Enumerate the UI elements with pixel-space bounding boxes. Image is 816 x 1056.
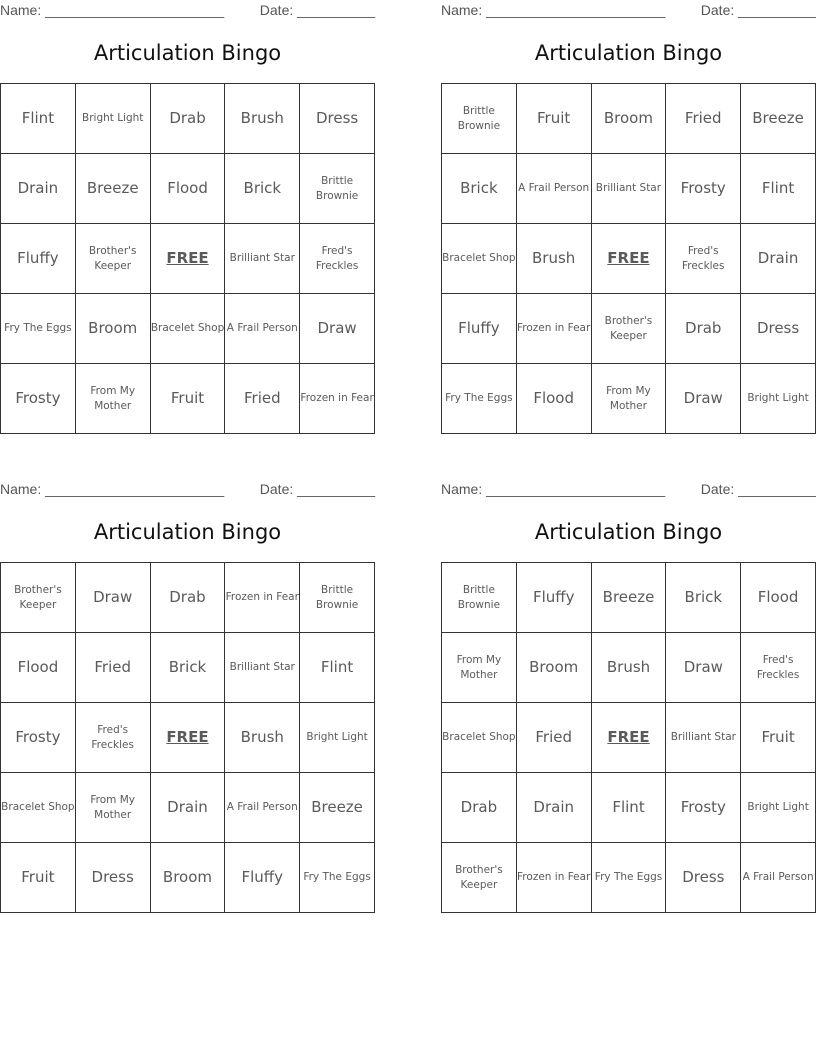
bingo-cell: Breeze — [591, 563, 666, 633]
bingo-cell: Fried — [666, 84, 741, 154]
bingo-cell: Flood — [741, 563, 816, 633]
grid-row — [442, 224, 816, 294]
bingo-cell: Brilliant Star — [225, 224, 300, 294]
bingo-cell: Breeze — [75, 154, 150, 224]
bingo-cell: Flood — [150, 154, 225, 224]
bingo-cell: Fry The Eggs — [442, 364, 517, 434]
grid-row — [442, 563, 816, 633]
grid-row — [1, 633, 375, 703]
bingo-cell: Flint — [300, 633, 375, 703]
bingo-cell: Fluffy — [442, 294, 517, 364]
bingo-cell: Flint — [1, 84, 76, 154]
bingo-cell: Frozen in Fear — [516, 843, 591, 913]
bingo-grid — [0, 83, 375, 434]
free-space-cell: FREE — [150, 703, 225, 773]
grid-row — [1, 563, 375, 633]
bingo-cell: Frozen in Fear — [516, 294, 591, 364]
bingo-cell: Fried — [225, 364, 300, 434]
free-space-cell: FREE — [591, 703, 666, 773]
bingo-cell: Broom — [75, 294, 150, 364]
bingo-cell: A Frail Person — [225, 773, 300, 843]
bingo-cell: Draw — [75, 563, 150, 633]
bingo-cell: Brilliant Star — [666, 703, 741, 773]
bingo-cell: Drab — [666, 294, 741, 364]
bingo-cell: Broom — [516, 633, 591, 703]
bingo-cell: Brilliant Star — [225, 633, 300, 703]
bingo-cell: Flint — [741, 154, 816, 224]
bingo-cell: Brick — [666, 563, 741, 633]
bingo-cell: Fred's Freckles — [741, 633, 816, 703]
bingo-cell: From My Mother — [75, 773, 150, 843]
bingo-cell: Fruit — [150, 364, 225, 434]
grid-row — [442, 154, 816, 224]
bingo-cell: Fred's Freckles — [666, 224, 741, 294]
grid-row — [442, 84, 816, 154]
bingo-cell: Brittle Brownie — [300, 563, 375, 633]
bingo-cell: Dress — [75, 843, 150, 913]
bingo-cell: Bracelet Shop — [442, 224, 517, 294]
grid-row — [442, 294, 816, 364]
bingo-cell: Brother's Keeper — [591, 294, 666, 364]
name-field-label: Name: _______________________ — [0, 2, 225, 18]
bingo-cell: A Frail Person — [741, 843, 816, 913]
bingo-cell: Drab — [150, 84, 225, 154]
name-field-label: Name: _______________________ — [0, 481, 225, 497]
name-field-label: Name: _______________________ — [441, 481, 666, 497]
card-header — [441, 0, 816, 20]
card-title: Articulation Bingo — [534, 41, 723, 65]
bingo-cell: Flood — [1, 633, 76, 703]
bingo-cell: Fry The Eggs — [300, 843, 375, 913]
bingo-cell: Fruit — [516, 84, 591, 154]
bingo-cell: Breeze — [300, 773, 375, 843]
bingo-cell: Brick — [150, 633, 225, 703]
grid-row — [442, 703, 816, 773]
bingo-cell: Drain — [516, 773, 591, 843]
grid-row — [442, 843, 816, 913]
bingo-cell: Dress — [741, 294, 816, 364]
bingo-cell: Draw — [666, 633, 741, 703]
card-header — [0, 479, 375, 499]
card-header — [0, 0, 375, 20]
grid-row — [442, 364, 816, 434]
bingo-cell: Brittle Brownie — [442, 563, 517, 633]
bingo-grid — [0, 562, 375, 913]
bingo-cell: Drab — [442, 773, 517, 843]
grid-row — [1, 843, 375, 913]
grid-row — [442, 773, 816, 843]
grid-row — [1, 773, 375, 843]
bingo-cell: Brick — [225, 154, 300, 224]
bingo-cell: Frozen in Fear — [225, 563, 300, 633]
free-space-cell: FREE — [591, 224, 666, 294]
date-field-label: Date: __________ — [259, 2, 375, 18]
bingo-cell: Brittle Brownie — [442, 84, 517, 154]
bingo-cell: Broom — [591, 84, 666, 154]
bingo-cell: Fry The Eggs — [1, 294, 76, 364]
bingo-cell: Flood — [516, 364, 591, 434]
bingo-cell: Brother's Keeper — [1, 563, 76, 633]
grid-row — [1, 154, 375, 224]
bingo-cell: Dress — [666, 843, 741, 913]
grid-row — [1, 364, 375, 434]
bingo-cell: Draw — [666, 364, 741, 434]
bingo-cell: Flint — [591, 773, 666, 843]
grid-row — [1, 224, 375, 294]
bingo-cell: Fried — [516, 703, 591, 773]
date-field-label: Date: __________ — [700, 2, 816, 18]
bingo-cell: Dress — [300, 84, 375, 154]
bingo-cell: Bracelet Shop — [150, 294, 225, 364]
bingo-grid — [441, 83, 816, 434]
bingo-cell: Frosty — [666, 154, 741, 224]
bingo-cell: Frozen in Fear — [300, 364, 375, 434]
bingo-cell: Fry The Eggs — [591, 843, 666, 913]
bingo-cell: From My Mother — [591, 364, 666, 434]
card-title: Articulation Bingo — [93, 520, 282, 544]
grid-row — [1, 703, 375, 773]
bingo-cell: Bracelet Shop — [442, 703, 517, 773]
bingo-cell: Brother's Keeper — [75, 224, 150, 294]
bingo-cell: Frosty — [1, 364, 76, 434]
card-title: Articulation Bingo — [93, 41, 282, 65]
bingo-cell: Drab — [150, 563, 225, 633]
bingo-cell: Brush — [225, 703, 300, 773]
card-header — [441, 479, 816, 499]
bingo-cell: Fruit — [1, 843, 76, 913]
bingo-cell: Bright Light — [741, 364, 816, 434]
bingo-cell: Brick — [442, 154, 517, 224]
bingo-cell: Frosty — [1, 703, 76, 773]
bingo-grid — [441, 562, 816, 913]
bingo-cell: Bracelet Shop — [1, 773, 76, 843]
bingo-cell: A Frail Person — [516, 154, 591, 224]
bingo-cell: Fred's Freckles — [300, 224, 375, 294]
bingo-cell: Drain — [1, 154, 76, 224]
bingo-cell: Draw — [300, 294, 375, 364]
name-field-label: Name: _______________________ — [441, 2, 666, 18]
bingo-cell: Bright Light — [741, 773, 816, 843]
date-field-label: Date: __________ — [259, 481, 375, 497]
grid-row — [1, 84, 375, 154]
free-space-cell: FREE — [150, 224, 225, 294]
bingo-cell: Brush — [225, 84, 300, 154]
bingo-cell: Brush — [591, 633, 666, 703]
grid-row — [442, 633, 816, 703]
bingo-cell: Fruit — [741, 703, 816, 773]
bingo-cell: Fluffy — [1, 224, 76, 294]
bingo-cell: Brush — [516, 224, 591, 294]
bingo-cell: Drain — [741, 224, 816, 294]
bingo-cell: From My Mother — [75, 364, 150, 434]
bingo-cell: Fried — [75, 633, 150, 703]
bingo-cell: Fred's Freckles — [75, 703, 150, 773]
grid-row — [1, 294, 375, 364]
bingo-cell: Fluffy — [516, 563, 591, 633]
card-title: Articulation Bingo — [534, 520, 723, 544]
bingo-cell: Breeze — [741, 84, 816, 154]
bingo-cell: From My Mother — [442, 633, 517, 703]
bingo-cell: A Frail Person — [225, 294, 300, 364]
bingo-cell: Frosty — [666, 773, 741, 843]
bingo-cell: Brother's Keeper — [442, 843, 517, 913]
bingo-cell: Bright Light — [75, 84, 150, 154]
bingo-cell: Fluffy — [225, 843, 300, 913]
bingo-cell: Drain — [150, 773, 225, 843]
date-field-label: Date: __________ — [700, 481, 816, 497]
bingo-cell: Brittle Brownie — [300, 154, 375, 224]
bingo-cell: Brilliant Star — [591, 154, 666, 224]
bingo-cell: Bright Light — [300, 703, 375, 773]
bingo-cell: Broom — [150, 843, 225, 913]
